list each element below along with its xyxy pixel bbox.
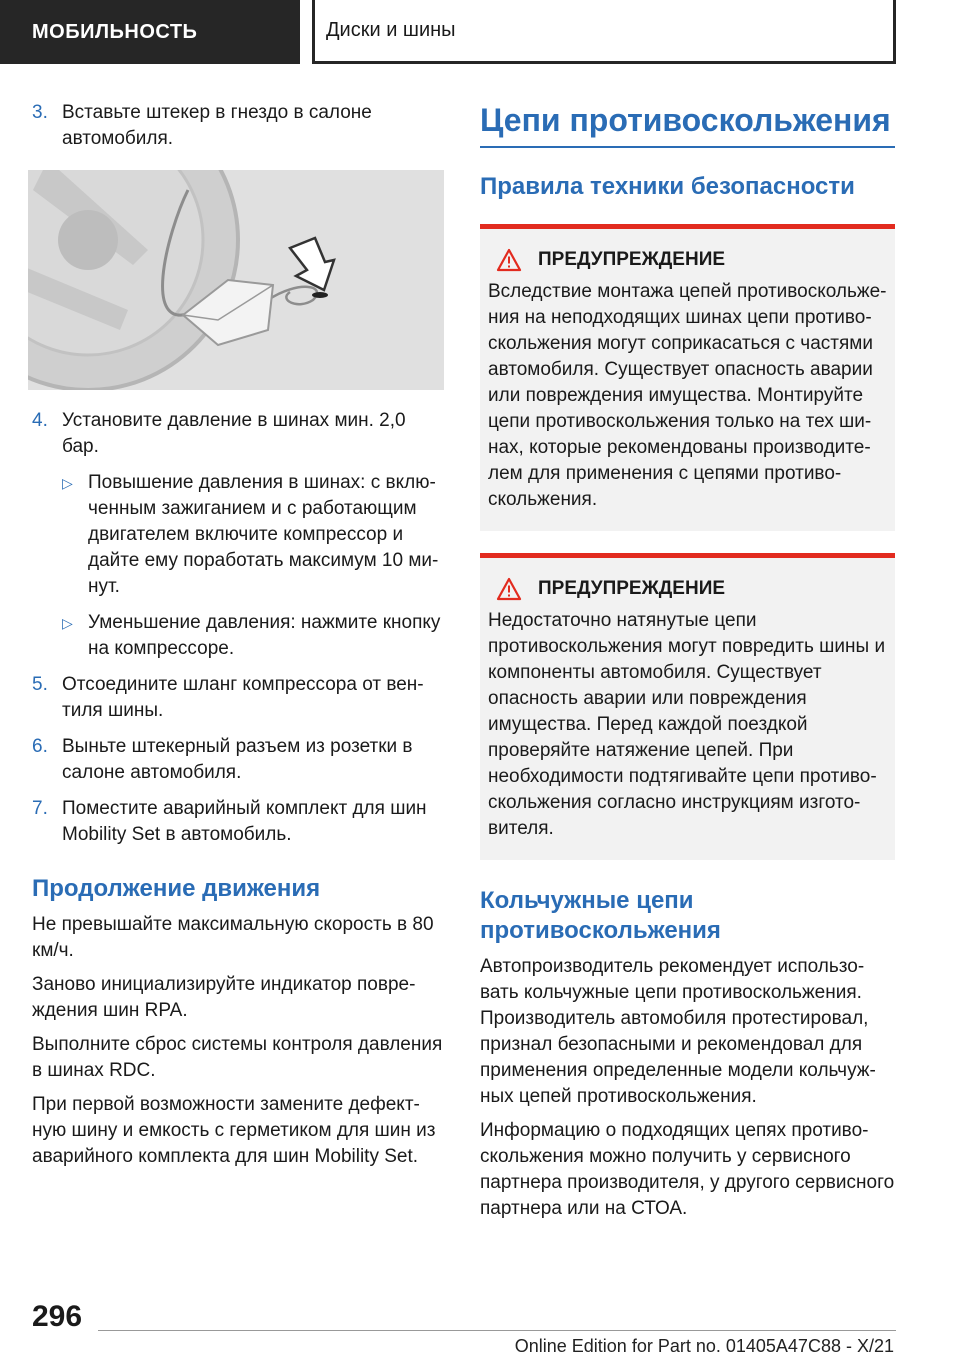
- step-number: 3.: [32, 102, 48, 123]
- paragraph-speed: Не превышайте максимальную скорость в 80 км/ч.: [32, 914, 434, 961]
- section-title: МОБИЛЬНОСТЬ: [32, 20, 198, 43]
- right-column: [480, 100, 895, 1222]
- triangle-bullet-icon: ▷: [62, 615, 73, 631]
- step-number: 6.: [32, 736, 48, 757]
- warning-title-row: [488, 245, 887, 275]
- substep-increase: [62, 470, 444, 600]
- paragraph-info: Информацию о подходящих цепях противоскольжения можно получить у сервисного партнера производителя, у другого сервисного партнера или на СТОА.: [480, 1120, 895, 1219]
- step-5: [32, 672, 444, 724]
- footer-divider: [98, 1330, 896, 1331]
- paragraph-rpa: Заново инициализируйте индикатор повреждения шин RPA.: [32, 974, 416, 1021]
- left-column: [32, 100, 444, 1170]
- chapter-tab: [312, 0, 896, 64]
- continue-heading: Продолжение движения: [32, 875, 321, 902]
- warning-text: Недостаточно натянутые цепи противоскольжения могут повредить шины и компоненты автомобиля. Существует опасность аварии или повреждения имущества. Перед каждой поездкой проверяйте натяжение цепей. При необходимости подтягивайте цепи противоскольжения согласно инструкциям изготовителя.: [488, 610, 886, 839]
- paragraph-replace: При первой возможности замените дефектную шину и емкость с герметиком для шин из аварийного комплекта для шин Mobility Set.: [32, 1094, 436, 1167]
- step-text: Выньте штекерный разъем из розетки в салоне автомобиля.: [62, 736, 413, 783]
- warning-title: ПРЕДУПРЕЖДЕНИЕ: [538, 249, 726, 270]
- page-number: 296: [32, 1300, 83, 1333]
- warning-title-row: [488, 574, 887, 604]
- page-title: Цепи противоскольжения: [480, 102, 891, 138]
- warning-text: Вследствие монтажа цепей противоскольжения на неподходящих шинах цепи противоскольжения могут соприкасаться с частями автомобиля. Существует опасность аварии или повреждения имущества. Монтируйте цепи противоскольжения только на тех шинах, которые рекомендованы производителем для применения с цепями противоскольжения.: [488, 281, 887, 510]
- substep-text: Повышение давления в шинах: с включенным зажиганием и с работающим двигателем включите компрессор и дайте ему поработать максимум 10 минут.: [88, 472, 439, 597]
- substep-text: Уменьшение давления: нажмите кнопку на компрессоре.: [88, 612, 441, 659]
- step-4: [32, 408, 444, 460]
- step-7: [32, 796, 444, 848]
- step-number: 4.: [32, 410, 48, 431]
- substep-decrease: [62, 610, 444, 662]
- section-tab: [0, 0, 300, 64]
- step-text: Установите давление в шинах мин. 2,0 бар.: [62, 410, 406, 457]
- triangle-bullet-icon: ▷: [62, 475, 73, 491]
- warning-triangle-icon: [496, 248, 522, 272]
- step-number: 7.: [32, 798, 48, 819]
- paragraph-rdc: Выполните сброс системы контроля давления в шинах RDC.: [32, 1034, 443, 1081]
- step-3: [32, 100, 444, 152]
- title-divider: [480, 146, 895, 148]
- step-text: Поместите аварийный комплект для шин Mobility Set в автомобиль.: [62, 798, 427, 845]
- warning-title: ПРЕДУПРЕЖДЕНИЕ: [538, 578, 726, 599]
- step-6: [32, 734, 444, 786]
- safety-heading: Правила техники безопасности: [480, 173, 855, 200]
- chapter-title: Диски и шины: [326, 19, 456, 41]
- step-text: Отсоедините шланг компрессора от вентиля шины.: [62, 674, 424, 721]
- edition-note: Online Edition for Part no. 01405A47C88 - X/21: [514, 1336, 894, 1356]
- paragraph-recommendation: Автопроизводитель рекомендует использовать кольчужные цепи противоскольжения. Производитель автомобиля протестировал, признал безопасными и рекомендовал для применения определенные модели кольчужных цепей противоскольжения.: [480, 956, 876, 1107]
- warning-box-1: [480, 224, 895, 531]
- step-text: Вставьте штекер в гнездо в салоне автомобиля.: [62, 102, 372, 149]
- warning-triangle-icon: [496, 577, 522, 601]
- chains-heading: Кольчужные цепи противоскольжения: [480, 887, 721, 944]
- warning-box-2: [480, 553, 895, 860]
- step-number: 5.: [32, 674, 48, 695]
